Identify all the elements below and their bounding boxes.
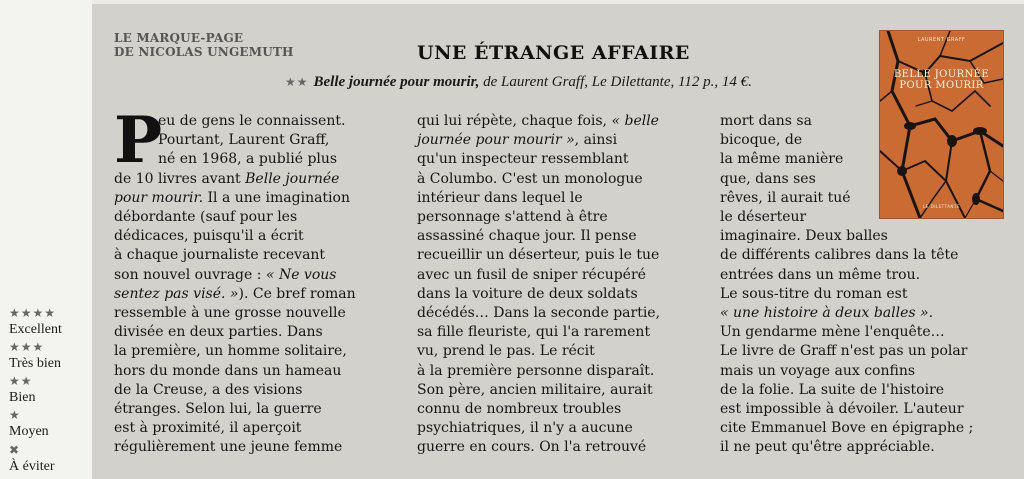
- rating-cross-icon: ✖: [9, 443, 21, 457]
- cover-title: [884, 69, 999, 91]
- text-line: de la folie. La suite de l'histoire: [720, 381, 945, 398]
- cover-publisher: LE DILETTANTE: [923, 204, 960, 209]
- text-line: dans la voiture de deux soldats: [417, 285, 638, 302]
- article-column-2: [417, 112, 660, 458]
- rating-label-bien: Bien: [9, 390, 36, 405]
- text-line: [114, 189, 356, 208]
- text-line: est à proximité, il aperçoit: [114, 420, 302, 437]
- text-line: bicoque, de: [720, 132, 803, 149]
- text-line: cite Emmanuel Bove en épigraphe ;: [720, 420, 974, 437]
- text-run: qui lui répète, chaque fois,: [417, 113, 612, 129]
- text-line: recueillir un déserteur, puis le tue: [417, 247, 660, 264]
- text-line: né en 1968, a publié plus: [158, 151, 338, 168]
- text-line: guerre en cours. On l'a retrouvé: [417, 439, 647, 456]
- text-run-italic: « Ne vous: [265, 266, 337, 283]
- book-reference: [285, 74, 752, 91]
- text-run-italic: « une histoire à deux balles ».: [720, 305, 934, 322]
- text-line: [720, 304, 973, 323]
- text-line: psychiatriques, il n'y a aucune: [417, 420, 633, 437]
- text-line: entrées dans un même trou.: [720, 266, 921, 283]
- text-line: Son père, ancien militaire, aurait: [417, 381, 653, 398]
- text-line: débordante (sauf pour les: [114, 209, 298, 226]
- text-line: divisée en deux parties. Dans: [114, 324, 323, 341]
- text-run-italic: pour mourir.: [114, 189, 208, 206]
- text-run: Il a une imagination: [207, 189, 350, 206]
- ratings-legend: [0, 0, 92, 479]
- cover-title-line-1: BELLE JOURNÉE: [893, 69, 990, 80]
- text-line: Le livre de Graff n'est pas un polar: [720, 343, 968, 360]
- text-line: mais un voyage aux confins: [720, 362, 916, 379]
- text-line: à chaque journaliste recevant: [114, 247, 326, 264]
- text-run: de 10 livres avant: [114, 170, 246, 187]
- text-run-italic: Belle journée: [245, 170, 340, 187]
- text-line: [114, 285, 356, 304]
- text-run: son nouvel ouvrage :: [114, 266, 266, 283]
- text-line: hors du monde dans un hameau: [114, 362, 342, 379]
- text-line: dédicaces, puisqu'il a écrit: [114, 228, 304, 245]
- text-line: de différents calibres dans la tête: [720, 247, 959, 264]
- kicker-line-1: LE MARQUE-PAGE: [114, 31, 244, 45]
- text-run: ). Ce bref roman: [238, 285, 356, 302]
- text-line: intérieur dans lequel le: [417, 189, 583, 206]
- article-headline: UNE ÉTRANGE AFFAIRE: [417, 42, 690, 64]
- drop-cap: P: [114, 103, 163, 178]
- text-line: la première, un homme solitaire,: [114, 343, 347, 360]
- rating-stars-2: ★★: [9, 374, 33, 388]
- text-line: ressemble à une grosse nouvelle: [114, 305, 346, 322]
- rating-stars-3: ★★★: [9, 340, 45, 354]
- rating-stars-4: ★★★★: [9, 306, 57, 320]
- text-run: , ainsi: [574, 132, 618, 149]
- cover-artwork: [880, 31, 1003, 218]
- text-line: de la Creuse, a des visions: [114, 381, 303, 398]
- rating-label-tres-bien: Très bien: [9, 356, 61, 371]
- text-run-italic: journée pour mourir »: [417, 132, 575, 149]
- text-line: assassiné chaque jour. Il pense: [417, 228, 637, 245]
- rating-label-moyen: Moyen: [9, 424, 49, 439]
- column-kicker: [114, 31, 294, 59]
- text-run-italic: « belle: [611, 113, 659, 129]
- text-line: vu, prend le pas. Le récit: [417, 343, 595, 360]
- text-line: régulièrement une jeune femme: [114, 439, 343, 456]
- text-line: à Columbo. C'est un monologue: [417, 170, 643, 187]
- text-line: Le sous-titre du roman est: [720, 285, 908, 302]
- book-cover-image: [880, 31, 1003, 218]
- text-line: [114, 170, 356, 189]
- text-line: la même manière: [720, 151, 844, 168]
- text-line: à la première personne disparaît.: [417, 362, 655, 379]
- rating-label-a-eviter: À éviter: [9, 459, 55, 474]
- text-line: est impossible à dévoiler. L'auteur: [720, 401, 964, 418]
- kicker-line-2: DE NICOLAS UNGEMUTH: [114, 45, 294, 59]
- book-title: Belle journée pour mourir,: [313, 74, 480, 90]
- text-line: [114, 266, 356, 285]
- text-run-italic: sentez pas visé. »: [114, 285, 239, 302]
- book-byline: de Laurent Graff, Le Dilettante, 112 p., 14 €.: [483, 74, 752, 90]
- rating-stars-1: ★: [9, 408, 21, 422]
- cover-title-line-2: POUR MOURIR: [899, 80, 984, 91]
- article-column-1: [114, 103, 356, 458]
- text-line: imaginaire. Deux balles: [720, 228, 888, 245]
- text-line: Pourtant, Laurent Graff,: [158, 132, 330, 149]
- text-line: qu'un inspecteur ressemblant: [417, 151, 629, 168]
- text-line: mort dans sa: [720, 113, 812, 129]
- cover-author: LAURENT GRAFF: [917, 37, 966, 43]
- text-line: [417, 112, 660, 131]
- text-line: il ne peut qu'être appréciable.: [720, 439, 935, 456]
- text-line: Un gendarme mène l'enquête…: [720, 324, 945, 341]
- text-line: sa fille fleuriste, qui l'a rarement: [417, 324, 651, 341]
- text-line: étranges. Selon lui, la guerre: [114, 401, 322, 418]
- text-line: le déserteur: [720, 209, 807, 226]
- text-line: décédés… Dans la seconde partie,: [417, 305, 661, 322]
- rating-label-excellent: Excellent: [9, 322, 62, 337]
- text-line: [417, 131, 660, 150]
- text-line: connu de nombreux troubles: [417, 401, 622, 418]
- text-line: avec un fusil de sniper récupéré: [417, 266, 646, 283]
- text-line: rêves, il aurait tué: [720, 189, 851, 206]
- text-line: personnage s'attend à être: [417, 209, 608, 226]
- text-line: que, dans ses: [720, 170, 816, 187]
- text-line: eu de gens le connaissent.: [158, 113, 346, 129]
- review-rating-stars: ★★: [285, 75, 309, 89]
